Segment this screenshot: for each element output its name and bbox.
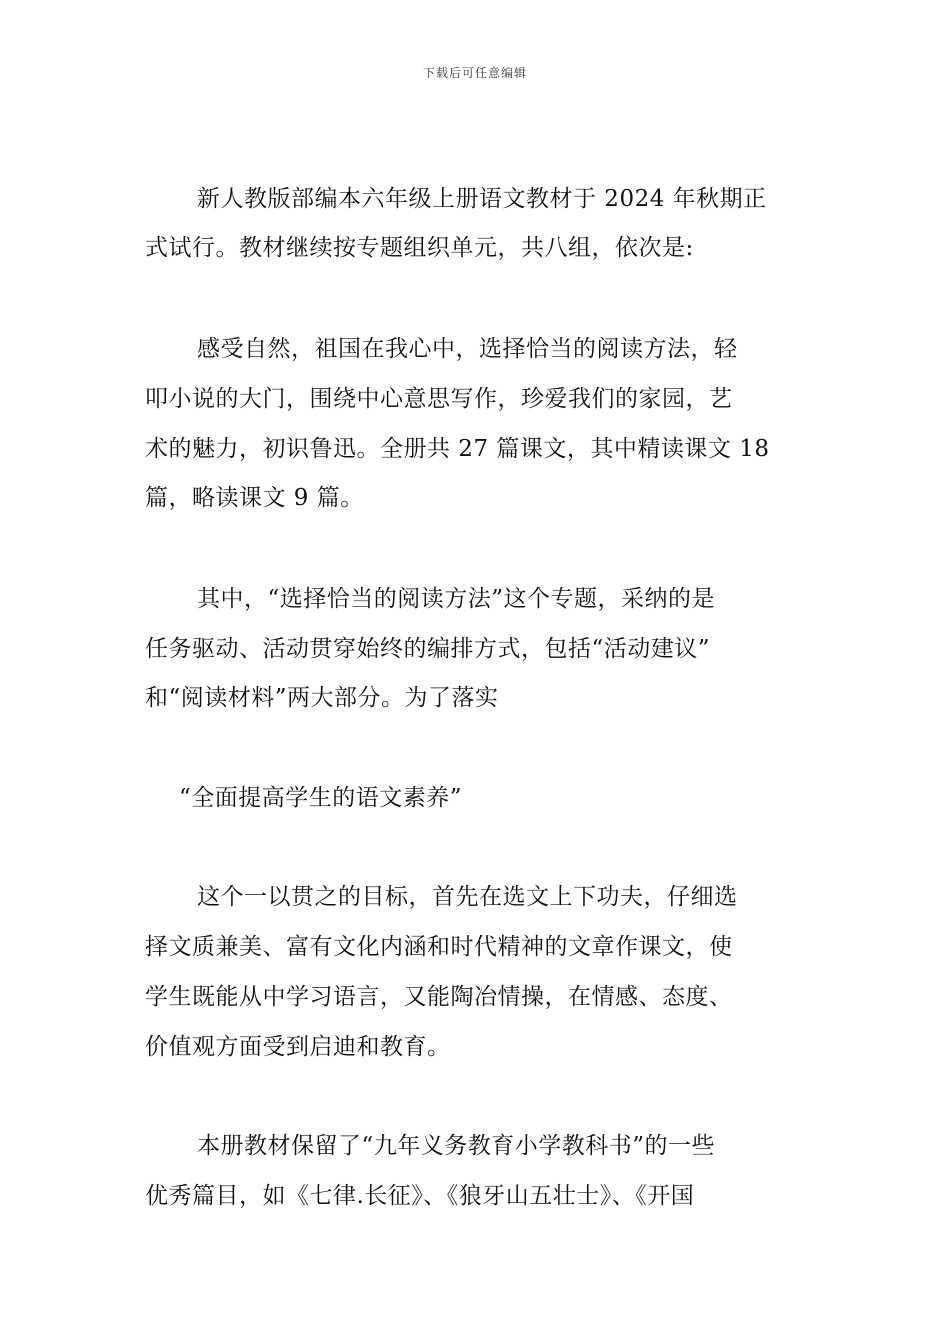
text-line: 其中，“选择恰当的阅读方法”这个专题，采纳的是 <box>197 586 716 612</box>
text-line: 术的魅力，初识鲁迅。全册共 27 篇课文，其中精读课文 18 <box>145 436 770 462</box>
text-line: 感受自然，祖国在我心中，选择恰当的阅读方法，轻 <box>197 336 738 362</box>
text-line: 优秀篇目，如《七律.长征》、《狼牙山五壮士》、《开国 <box>145 1183 695 1209</box>
text-line: 价值观方面受到启迪和教育。 <box>145 1034 451 1060</box>
text-line: 篇，略读课文 9 篇。 <box>145 485 364 511</box>
text-line: 本册教材保留了“九年义务教育小学教科书”的一些 <box>197 1133 716 1159</box>
text-line: “全面提高学生的语文素养” <box>179 785 463 811</box>
text-line: 和“阅读材料”两大部分。为了落实 <box>145 685 499 711</box>
text-line: 学生既能从中学习语言，又能陶冶情操，在情感、态度、 <box>145 984 733 1010</box>
text-line: 这个一以贯之的目标，首先在选文上下功夫，仔细选 <box>197 884 738 910</box>
text-line: 新人教版部编本六年级上册语文教材于 2024 年秋期正 <box>197 186 767 212</box>
page-header: 下载后可任意编辑 <box>422 66 527 80</box>
text-line: 式试行。教材继续按专题组织单元，共八组，依次是: <box>145 235 694 261</box>
text-line: 择文质兼美、富有文化内涵和时代精神的文章作课文，使 <box>145 934 733 960</box>
text-line: 任务驱动、活动贯穿始终的编排方式，包括“活动建议” <box>145 636 711 662</box>
text-line: 叩小说的大门，围绕中心意思写作，珍爱我们的家园，艺 <box>145 386 733 412</box>
